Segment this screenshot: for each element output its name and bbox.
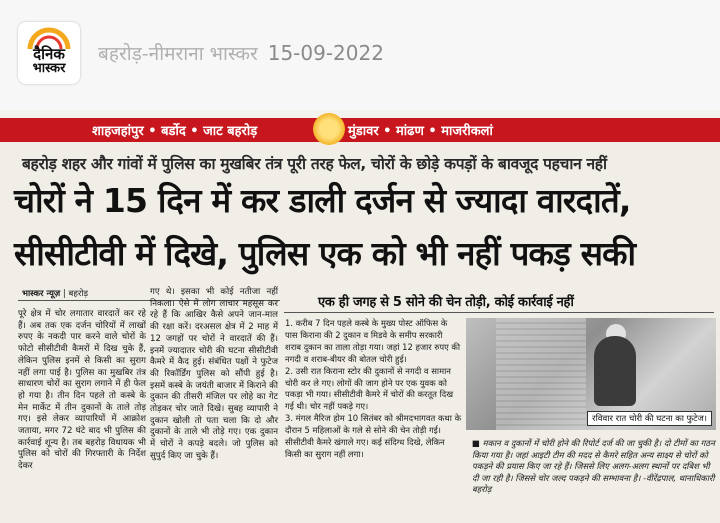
sun-emblem-icon xyxy=(313,113,345,145)
dainik-bhaskar-logo[interactable] xyxy=(18,22,80,84)
edition-date: 15-09-2022 xyxy=(267,41,384,65)
kicker-headline: बहरोड़ शहर और गांवों में पुलिस का मुखबिर तंत्र पूरी तरह फेल, चोरों के छोड़े कपड़ों के बावजूद पहचान नहीं xyxy=(22,155,607,173)
article-column-2 xyxy=(150,287,278,463)
shutter-door xyxy=(496,318,586,430)
logo-line2: भास्कर xyxy=(32,61,66,76)
byline: भास्कर न्यूज़ | बहरोड़ xyxy=(22,289,89,299)
cctv-photo xyxy=(466,318,716,430)
byline-place: बहरोड़ xyxy=(68,289,89,299)
officer-quote xyxy=(472,438,716,496)
article-column-1 xyxy=(18,309,146,473)
region-strip xyxy=(0,118,720,142)
byline-source: भास्कर न्यूज़ xyxy=(22,289,61,299)
incident-item: 1. करीब 7 दिन पहले कस्बे के मुख्य पोस्ट ऑफिस के पास किराना की 2 दुकान व मिडवे के समीप सरकारी शराब दुकान का ताला तोड़ा गया। जहां 12 हजार रुपए की नगदी व शराब-बीयर की बोतल चोरी हुई। xyxy=(285,318,461,364)
article-text: गए थे। इसका भी कोई नतीजा नहीं निकला। ऐसे में लोग लाचार महसूस कर रहे हैं कि आखिर कैसे अपने जान-माल की रक्षा करें। दरअसल क्षेत्र में 2 माह में 12 जगहों पर चोरों ने वारदातें की हैं। इनमें ज्यादातर चोरी की घटना सीसीटीवी कैमरे में कैद हुई। संबंधित पक्षों ने फुटेज की रिकॉर्डिंग पुलिस को सौंपी हुई है। इसमें कस्बे के जयंती बाजार में किराने की दुकान की तीसरी मंजिल पर लोहे का गेट तोड़कर चोर जाते दिखे। सुबह व्यापारी ने दुकान खोली तो पता चला कि दो और दुकानों के ताले भी तोड़े गए। एक दुकान में चोरों ने कपड़े बदले। जो पुलिस को सुपुर्द किए जा चुके हैं। xyxy=(150,287,278,461)
quote-text: ■ मकान व दुकानों में चोरी होने की रिपोर्ट दर्ज की जा चुकी है। दो टीमों का गठन किया गया है। जहां आइटी टीम की मदद से कैमरे सहित अन्य साक्ष्य से चोरों को पकड़ने की प्रयास किए जा रहे हैं। जिससे लिए अलग-अलग स्थानों पर दबिश भी दी जा रही है। जिससे चोर जल्द पकड़ने की सम्भावना है। -वीरेंद्रपाल, थानाधिकारी बहरोड़ xyxy=(472,438,715,495)
logo-line1: दैनिक xyxy=(33,45,65,63)
edition-title xyxy=(98,40,384,66)
headline-line1: चोरों ने 15 दिन में कर डाली दर्जन से ज्यादा वारदातें, xyxy=(14,181,631,220)
edition-name: बहरोड़-नीमराना भास्कर xyxy=(98,43,258,65)
divider xyxy=(284,312,714,313)
photo-caption: रविवार रात चोरी की घटना का फुटेज। xyxy=(587,411,712,426)
incident-item: 3. मंगल मैरिज होम 10 सितंबर को श्रीमदभागवत कथा के दौरान 5 महिलाओं के गले से सोने की चेन तोड़ी गई। सीसीटीवी कैमरे खंगाले गए। कई संदिग्ध दिखे, लेकिन किसी का सुराग नहीं लगा। xyxy=(285,413,462,459)
article-text: पूरे क्षेत्र में चोर लगातार वारदातें कर रहे हैं। अब तक एक दर्जन चोरियों में लाखों रुपए के नकदी पार करने वाले चोरों के फोटो सीसीटीवी कैमरों में दिख चुके हैं, लेकिन पुलिस इनमें से किसी का सुराग नहीं लगा पाई है। पुलिस का मुखबिर तंत्र साधारण चोरों का सुराग लगाने में ही फेल हो गया है। तीन दिन पहले तो कस्बे के मेन मार्केट में तीन दुकानों के ताले तोड़ गए। इसे लेकर व्यापारियों में आक्रोश जताया, मगर 72 घंटे बाद भी पुलिस की कार्रवाई शून्य है। तब बहरोड़ विधायक भी पुलिस को चोरों की गिरफ्तारी के निर्देश देकर xyxy=(18,309,146,472)
box-headline: एक ही जगह से 5 सोने की चेन तोड़ी, कोई कार्रवाई नहीं xyxy=(318,295,574,310)
region-strip-right: मुंडावर • मांढण • माजरीकलां xyxy=(348,124,493,139)
incident-list xyxy=(285,318,461,461)
headline-line2: सीसीटीवी में दिखे, पुलिस एक को भी नहीं पकड़ सकी xyxy=(14,234,636,273)
region-strip-left: शाहजहांपुर • बर्डोद • जाट बहरोड़ xyxy=(92,124,258,139)
suspect-figure xyxy=(594,336,636,406)
incident-item: 2. उसी रात किराना स्टोर की दुकानों से नगदी व सामान चोरी कर ले गए। लोगों की जाग होने पर एक युवक को पकड़ा भी गया। सीसीटीवी कैमरे में चोरों की करतूत दिख गई थी। चोर नहीं पकड़े गए। xyxy=(285,365,454,412)
app-header xyxy=(0,0,720,110)
